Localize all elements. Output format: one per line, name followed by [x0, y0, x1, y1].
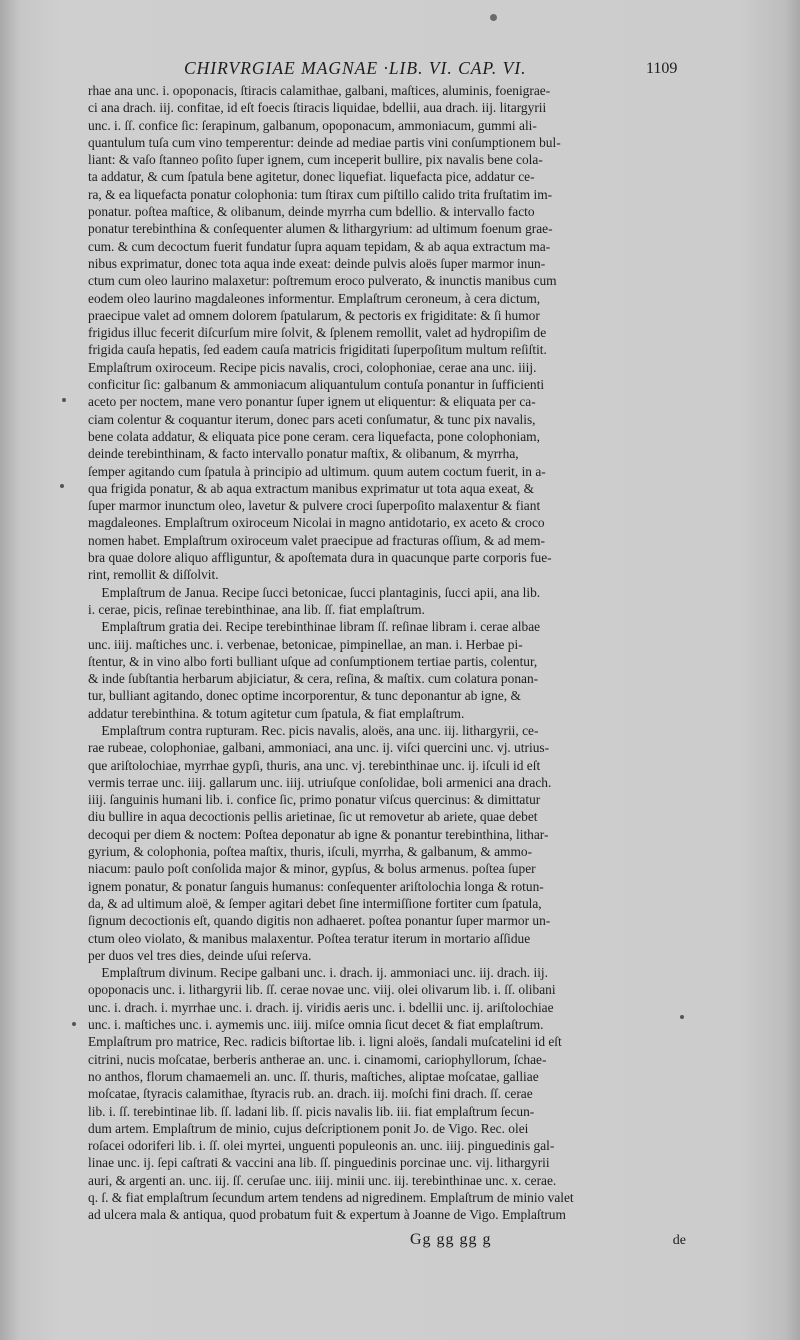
text-line: moſcatae, ſtyracis calamithae, ſtyracis rub. an. drach. iij. moſchi fini drach. ſſ. cerae [88, 1086, 533, 1102]
margin-mark [72, 1022, 76, 1026]
text-line: roſacei odoriferi lib. i. ſſ. olei myrtei, unguenti populeonis an. unc. iiij. pinguedinis gal- [88, 1138, 555, 1154]
text-line: dum artem. Emplaſtrum de minio, cujus deſcriptionem ponit Jo. de Vigo. Rec. olei [88, 1120, 529, 1136]
signature-mark: Gg gg gg g [410, 1231, 492, 1248]
text-line: ſignum decoctionis eſt, quando digitis non adhaeret. poſtea ponantur ſuper marmor un- [88, 913, 551, 929]
text-line: quantulum tuſa cum vino temperentur: deinde ad mediae partis vini conſumptionem bul- [88, 134, 561, 150]
text-line: ctum oleo violato, & manibus malaxentur. Poſtea teratur iterum in mortario aſſidue [88, 930, 531, 946]
text-line: aceto per noctem, mane vero ponantur ſuper ignem ut eliquentur: & eliquata per ca- [88, 394, 536, 410]
text-line: diu bullire in aqua decoctionis pellis arietinae, ſic ut removetur ab ariete, quae debet [88, 809, 538, 825]
text-line: gyrium, & colophonia, poſtea maſtix, thuris, iſculi, myrrha, & galbanum, & ammo- [88, 844, 533, 860]
text-line: unc. i. ſſ. confice ſic: ſerapinum, galbanum, opoponacum, ammoniacum, gummi ali- [88, 117, 537, 133]
text-line: q. ſ. & fiat emplaſtrum ſecundum artem tendens ad nigredinem. Emplaſtrum de minio valet [88, 1190, 574, 1205]
text-line: i. cerae, picis, reſinae terebinthinae, ana lib. ſſ. fiat emplaſtrum. [88, 601, 425, 617]
text-line: bene colata addatur, & eliquata pice pone ceram. cera liquefacta, pone colophoniam, [88, 428, 540, 444]
text-line: magdaleones. Emplaſtrum oxiroceum Nicolai in magno antidotario, ex aceto & croco [88, 515, 545, 531]
text-line: unc. i. drach. i. myrrhae unc. i. drach. ij. viridis aeris unc. i. bdellii unc. ij. ariſtolochiae [88, 999, 554, 1015]
text-line: per duos vel tres dies, deinde uſui reſerva. [88, 947, 312, 963]
text-line: frigida cauſa hepatis, ſed eadem cauſa matricis frigiditati ſuperpoſitum multum reſiſtit. [88, 342, 547, 358]
text-line: rint, remollit & diſſolvit. [88, 567, 219, 583]
text-line: nomen habet. Emplaſtrum oxiroceum valet praecipue ad fracturas oſſium, & ad mem- [88, 532, 545, 548]
running-head: CHIRVRGIAE MAGNAE ·LIB. VI. CAP. VI. [184, 58, 527, 78]
text-line: lib. i. ſſ. terebintinae lib. ſſ. ladani lib. ſſ. picis navalis lib. iii. fiat emplaſtrum ſecun- [88, 1103, 535, 1119]
text-line: Emplaſtrum de Janua. Recipe ſucci betonicae, ſucci plantaginis, ſucci apii, ana lib. [88, 584, 541, 600]
text-line: liant: & vaſo ſtanneo poſito ſuper ignem, cum inceperit bullire, pix navalis bene cola- [88, 152, 543, 168]
text-line: ſemper agitando cum ſpatula à principio ad ultimum. quum autem coctum fuerit, in a- [88, 463, 546, 479]
text-line: decoqui per diem & noctem: Poſtea deponatur ab igne & ponantur terebinthina, lithar- [88, 826, 549, 842]
text-line: praecipue valet ad omnem dolorem ſpatularum, & pectoris ex frigiditate: & ſi humor [88, 307, 540, 323]
text-line: bra quae dolore aliquo affliguntur, & apoſtemata dura in quacunque parte corporis fue- [88, 550, 552, 566]
text-line: ignem ponatur, & ponatur ſanguis humanus: conſequenter ariſtolochia longa & rotun- [88, 878, 544, 894]
text-line: & inde ſubſtantia herbarum abjiciatur, & cera, reſina, & maſtix. cum colatura ponan- [88, 671, 539, 687]
text-line: tur, bulliant agitando, donec optime incorporentur, & tunc deponantur ab igne, & [88, 688, 521, 704]
ink-spot [490, 14, 497, 21]
text-line: unc. i. maſtiches unc. i. aymemis unc. iiij. miſce omnia ſicut decet & fiat emplaſtrum. [88, 1017, 544, 1033]
text-line: linae unc. ij. ſepi caſtrati & vaccini ana lib. ſſ. pinguedinis porcinae unc. vij. lithargyrii [88, 1155, 550, 1171]
text-line: da, & ad ultimum aloë, & ſemper agitari debet ſine intermiſſione fortiter cum ſpatula, [88, 895, 542, 911]
text-line: frigidus illuc fecerit diſcurſum mire ſolvit, & ſplenem remollit, valet ad hydropiſim de [88, 325, 547, 341]
text-line: ponatur. poſtea maſtice, & olibanum, deinde myrrha cum bdellio. & intervallo facto [88, 204, 535, 220]
text-line: ciam colentur & coquantur iterum, donec pars aceti conſumatur, & tunc pix navalis, [88, 411, 536, 427]
text-line: conficitur ſic: galbanum & ammoniacum aliquantulum contuſa ponantur in ſufficienti [88, 377, 545, 393]
catchword: de [672, 1233, 686, 1248]
text-line: niacum: paulo poſt conſolida major & minor, gypſus, & bolus armenus. poſtea ſuper [88, 861, 536, 877]
page-number: 1109 [646, 60, 678, 77]
text-line: citrini, nucis moſcatae, berberis antherae an. unc. i. cinamomi, cariophyllorum, ſchae- [88, 1051, 547, 1067]
text-line: ta addatur, & cum ſpatula bene agitetur, donec liquefiat. liquefacta pice, addatur ce- [88, 169, 535, 185]
text-line: Emplaſtrum contra rupturam. Rec. picis navalis, aloës, ana unc. iij. lithargyrii, ce- [88, 722, 539, 738]
text-line: qua frigida ponatur, & ab aqua extractum manibus exprimatur ut tota aqua exeat, & [88, 480, 535, 496]
text-line: que ariſtolochiae, myrrhae gypſi, thuris, ana unc. vj. terebinthinae unc. ij. iſculi id eſt [88, 757, 541, 773]
text-line: rhae ana unc. i. opoponacis, ſtiracis calamithae, galbani, maſtices, aluminis, foenigrae- [88, 83, 551, 98]
text-line: ponatur terebinthina & conſequenter alumen & lithargyrium: ad ultimum foenum grae- [88, 221, 553, 237]
margin-mark [60, 484, 64, 488]
text-line: opoponacis unc. i. lithargyrii lib. ſſ. cerae novae unc. viij. olei olivarum lib. i. ſſ. olibani [88, 982, 556, 998]
text-line: ſuper marmor inunctum oleo, lavetur & pulvere croci ſuperpoſito malaxentur & fiant [88, 498, 541, 514]
text-line: addatur terebinthina. & totum agitetur cum ſpatula, & fiat emplaſtrum. [88, 705, 465, 721]
text-line: deinde terebinthinam, & facto intervallo ponatur maſtix, & olibanum, & myrrha, [88, 446, 519, 462]
text-line: iiij. ſanguinis humani lib. i. confice ſic, primo ponatur viſcus quercinus: & dimittatur [88, 792, 541, 808]
text-line: cum. & cum decoctum fuerit fundatur ſupra aquam tepidam, & ab aqua extractum ma- [88, 238, 551, 254]
text-line: unc. iiij. maſtiches unc. i. verbenae, betonicae, pimpinellae, an man. i. Herbae pi- [88, 636, 523, 652]
text-line: Emplaſtrum oxiroceum. Recipe picis navalis, croci, colophoniae, cerae ana unc. iiij. [88, 359, 537, 375]
text-line: ctum cum oleo laurino malaxetur: poſtremum eroco pulverato, & inunctis manibus cum [88, 273, 557, 289]
text-line: auri, & argenti an. unc. iij. ſſ. ceruſae unc. iiij. minii unc. iij. terebinthinae unc. x. cerae. [88, 1172, 557, 1188]
text-line: Emplaſtrum pro matrice, Rec. radicis biſtortae lib. i. ligni aloës, ſandali muſcatelini id eſt [88, 1034, 562, 1050]
text-line: eodem oleo laurino magdaleones informentur. Emplaſtrum ceroneum, à cera dictum, [88, 290, 541, 306]
text-line: ſtentur, & in vino albo forti bulliant uſque ad conſumptionem tertiae partis, colentur, [88, 653, 538, 669]
text-line: no anthos, florum chamaemeli an. unc. ſſ. thuris, maſtiches, aliptae moſcatae, galliae [88, 1068, 539, 1084]
text-line: Emplaſtrum gratia dei. Recipe terebinthinae libram ſſ. reſinae libram i. cerae albae [88, 619, 541, 635]
body-text [88, 82, 690, 1224]
text-line: rae rubeae, colophoniae, galbani, ammoniaci, ana unc. ij. viſci quercini unc. vj. utrius- [88, 740, 550, 756]
page-footer [88, 1231, 690, 1253]
text-line: ad ulcera mala & antiqua, quod probatum fuit & expertum à Joanne de Vigo. Emplaſtrum [88, 1207, 566, 1223]
margin-mark [62, 398, 66, 402]
text-line: nibus exprimatur, donec tota aqua inde exeat: deinde pulvis aloës ſuper marmor inun- [88, 255, 546, 271]
text-line: ra, & ea liquefacta ponatur colophonia: tum ſtirax cum piſtillo calido trita fruſtatim im- [88, 186, 553, 202]
text-line: ci ana drach. iij. confitae, id eſt foecis ſtiracis liquidae, bdellii, aua drach. iij. litargyrii [88, 100, 547, 116]
page-header [88, 58, 688, 82]
text-line: vermis terrae unc. iiij. gallarum unc. iiij. utriuſque conſolidae, boli armenici ana drach. [88, 774, 552, 790]
text-line: Emplaſtrum divinum. Recipe galbani unc. i. drach. ij. ammoniaci unc. iij. drach. iij. [88, 965, 549, 981]
